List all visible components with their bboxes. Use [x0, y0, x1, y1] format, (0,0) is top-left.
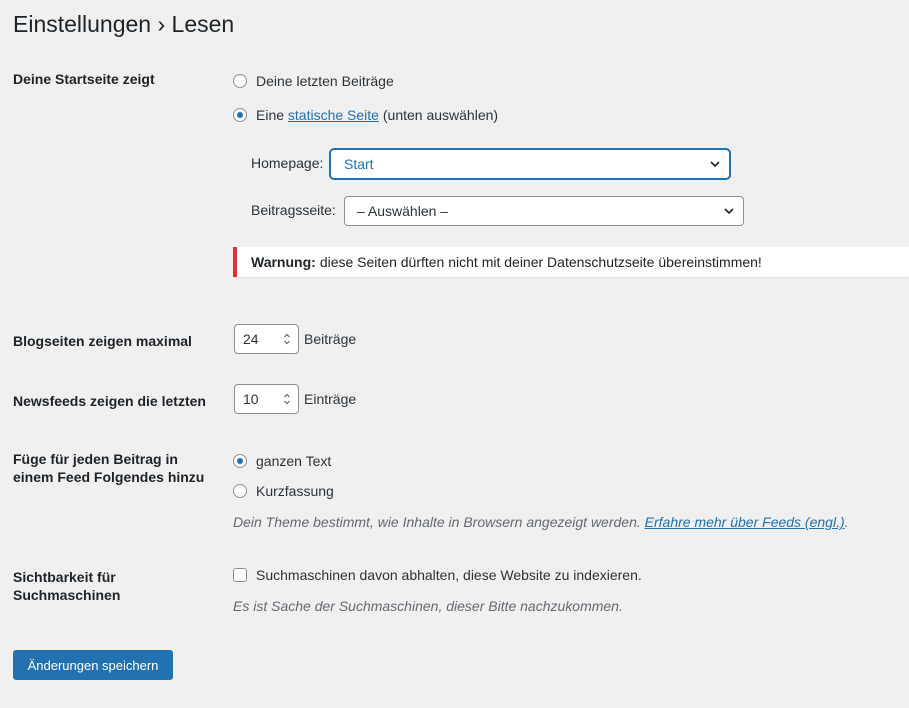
search-visibility-description: Es ist Sache der Suchmaschinen, dieser Bitte nachzukommen.	[233, 598, 623, 614]
discourage-search-label: Suchmaschinen davon abhalten, diese Website zu indexieren.	[256, 567, 642, 583]
chevron-down-icon	[709, 158, 721, 170]
feed-desc-prefix: Dein Theme bestimmt, wie Inhalte in Browsern angezeigt werden.	[233, 514, 645, 530]
feed-content-description	[233, 513, 849, 531]
posts-per-page-unit: Beiträge	[304, 331, 357, 347]
posts-per-page-input[interactable]	[234, 324, 299, 354]
feed-content-label-line1: Füge für jeden Beitrag in	[13, 451, 178, 467]
stepper-icon[interactable]	[283, 332, 291, 346]
static-page-link[interactable]: statische Seite	[287, 107, 379, 123]
front-page-label: Deine Startseite zeigt	[13, 71, 155, 87]
radio-excerpt[interactable]	[233, 484, 247, 498]
feeds-learn-more-link[interactable]: Erfahre mehr über Feeds (engl.)	[644, 514, 845, 530]
radio-excerpt-label: Kurzfassung	[256, 483, 334, 499]
save-changes-button[interactable]: Änderungen speichern	[13, 650, 173, 680]
feed-items-unit: Einträge	[304, 391, 357, 407]
discourage-search-checkbox[interactable]	[233, 568, 247, 582]
warning-notice	[233, 247, 909, 277]
feeds-label: Newsfeeds zeigen die letzten	[13, 393, 206, 409]
feed-content-label	[13, 450, 223, 486]
posts-page-label: Beitragsseite:	[251, 202, 336, 218]
posts-per-page-value: 24	[243, 331, 259, 347]
posts-page-select-value: – Auswählen –	[357, 203, 449, 219]
radio-static-suffix: (unten auswählen)	[378, 107, 499, 123]
warning-text: diese Seiten dürften nicht mit deiner Datenschutzseite übereinstimmen!	[319, 254, 762, 270]
radio-latest-posts-label: Deine letzten Beiträge	[256, 73, 394, 89]
homepage-select-value: Start	[344, 156, 374, 172]
feed-desc-suffix: .	[844, 514, 849, 530]
homepage-label: Homepage:	[251, 155, 324, 171]
search-visibility-label-line2: Suchmaschinen	[13, 587, 121, 603]
feed-content-label-line2: einem Feed Folgendes hinzu	[13, 469, 205, 485]
radio-latest-posts-row[interactable]	[233, 72, 394, 90]
stepper-icon[interactable]	[283, 392, 291, 406]
radio-excerpt-row[interactable]	[233, 482, 334, 500]
feed-items-value: 10	[243, 391, 259, 407]
radio-static-prefix: Eine	[256, 107, 288, 123]
feed-items-input[interactable]	[234, 384, 299, 414]
radio-latest-posts[interactable]	[233, 74, 247, 88]
radio-static-page-row[interactable]	[233, 106, 498, 124]
search-visibility-label-line1: Sichtbarkeit für	[13, 569, 116, 585]
search-visibility-label	[13, 568, 223, 604]
discourage-search-row[interactable]	[233, 566, 642, 584]
radio-full-text-label: ganzen Text	[256, 453, 332, 469]
radio-full-text-row[interactable]	[233, 452, 331, 470]
radio-full-text[interactable]	[233, 454, 247, 468]
radio-static-page[interactable]	[233, 108, 247, 122]
chevron-down-icon	[723, 205, 735, 217]
page-title: Einstellungen › Lesen	[13, 11, 235, 37]
blog-pages-label: Blogseiten zeigen maximal	[13, 333, 192, 349]
homepage-select[interactable]	[330, 149, 730, 179]
posts-page-select[interactable]	[344, 196, 744, 226]
warning-strong: Warnung:	[251, 254, 316, 270]
